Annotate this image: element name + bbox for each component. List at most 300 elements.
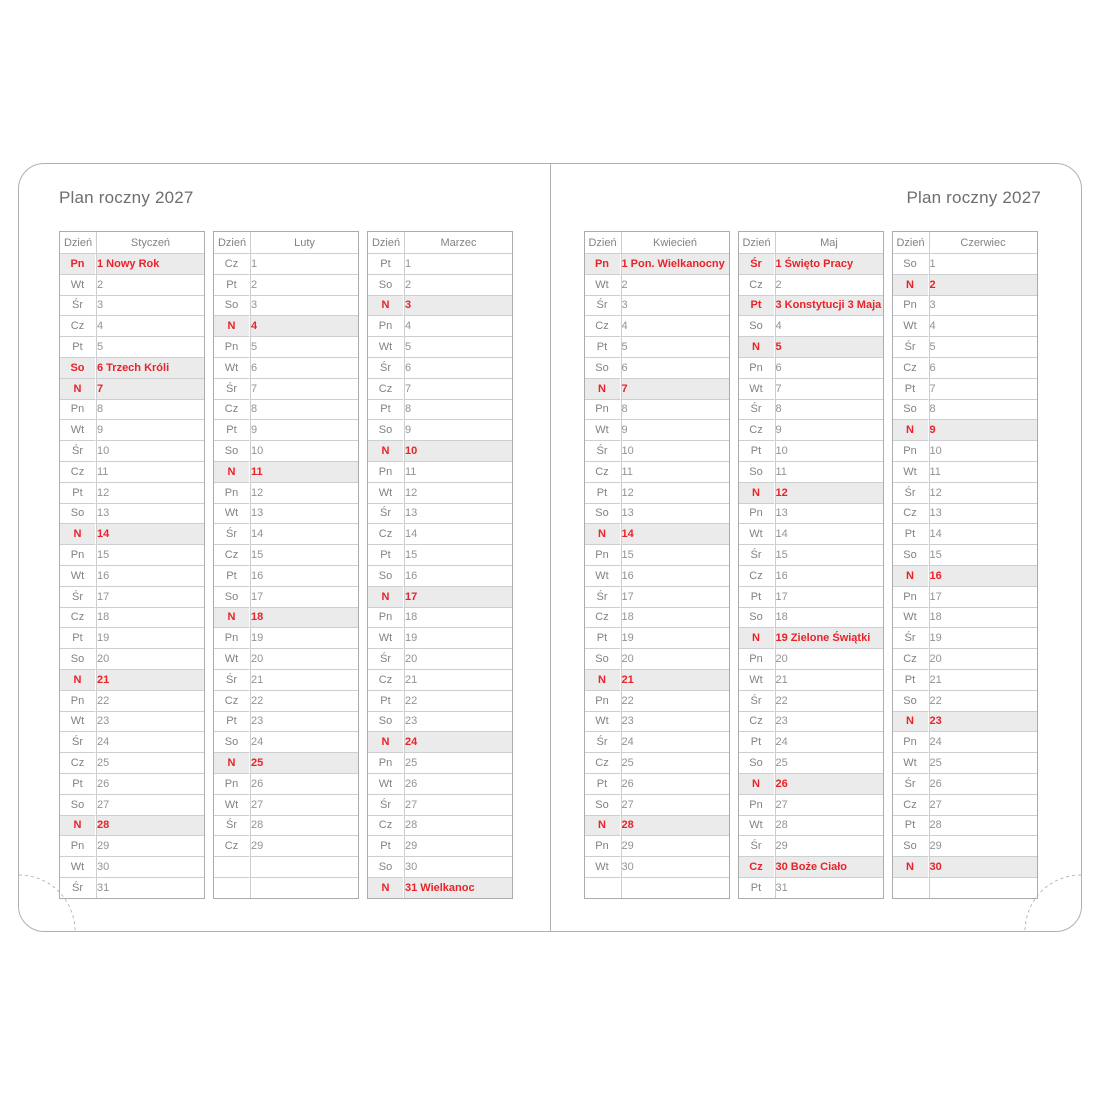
day-number-cell: 30	[404, 857, 512, 878]
day-row	[60, 504, 204, 525]
day-row	[585, 524, 729, 545]
day-of-week-cell: Pt	[368, 691, 404, 712]
day-of-week-cell: N	[368, 878, 404, 898]
day-row	[893, 732, 1037, 753]
day-row	[60, 816, 204, 837]
day-of-week-cell: Pn	[214, 483, 250, 504]
day-row	[739, 524, 883, 545]
day-of-week-cell: Cz	[893, 649, 929, 670]
planner-spread	[18, 163, 1082, 932]
day-of-week-cell: Wt	[214, 795, 250, 816]
day-row	[739, 753, 883, 774]
day-row	[739, 587, 883, 608]
day-of-week-cell: N	[893, 857, 929, 878]
day-of-week-cell: Śr	[739, 691, 775, 712]
day-row	[585, 691, 729, 712]
day-of-week-cell: So	[739, 753, 775, 774]
day-of-week-cell: Pn	[60, 691, 96, 712]
day-row	[214, 732, 358, 753]
day-number-cell: 20	[621, 649, 729, 670]
day-number-cell: 25	[929, 753, 1037, 774]
day-of-week-cell: Cz	[214, 254, 250, 275]
day-of-week-cell: Cz	[585, 753, 621, 774]
day-row	[368, 670, 512, 691]
day-row	[60, 608, 204, 629]
day-row	[368, 483, 512, 504]
day-number-cell: 14	[775, 524, 883, 545]
day-number-cell: 9	[621, 420, 729, 441]
day-row	[60, 878, 204, 898]
month-table	[59, 231, 205, 899]
day-of-week-cell: Śr	[739, 254, 775, 275]
month-header-row	[60, 232, 204, 254]
day-of-week-cell: Pn	[893, 296, 929, 317]
day-of-week-cell: N	[739, 628, 775, 649]
day-number-cell	[621, 878, 729, 898]
day-of-week-cell: Pt	[893, 524, 929, 545]
day-row	[739, 441, 883, 462]
day-number-cell: 18	[621, 608, 729, 629]
day-number-cell: 15	[775, 545, 883, 566]
day-number-cell: 23	[250, 712, 358, 733]
day-number-cell: 26	[621, 774, 729, 795]
day-row	[893, 774, 1037, 795]
month-name-header: Marzec	[404, 232, 512, 254]
day-row	[60, 379, 204, 400]
day-of-week-cell: Pt	[214, 566, 250, 587]
day-of-week-cell: Pt	[585, 483, 621, 504]
day-of-week-cell: So	[893, 545, 929, 566]
day-number-cell: 11	[96, 462, 204, 483]
day-of-week-cell: Wt	[893, 316, 929, 337]
day-of-week-cell: N	[585, 670, 621, 691]
day-of-week-cell	[214, 878, 250, 898]
day-row	[739, 504, 883, 525]
day-number-cell: 18	[929, 608, 1037, 629]
day-number-cell: 10	[929, 441, 1037, 462]
day-of-week-cell: N	[585, 816, 621, 837]
day-row	[214, 857, 358, 878]
day-row	[368, 795, 512, 816]
day-row	[585, 836, 729, 857]
day-number-cell: 8	[775, 400, 883, 421]
day-number-cell: 2	[96, 275, 204, 296]
day-number-cell: 14	[621, 524, 729, 545]
day-row	[368, 608, 512, 629]
day-row	[893, 420, 1037, 441]
day-row	[893, 296, 1037, 317]
day-of-week-cell: Pt	[368, 545, 404, 566]
day-row	[739, 712, 883, 733]
day-row	[585, 732, 729, 753]
day-number-cell: 28	[775, 816, 883, 837]
day-of-week-cell: So	[368, 275, 404, 296]
day-row	[60, 420, 204, 441]
day-number-cell: 9	[929, 420, 1037, 441]
day-number-cell: 28	[404, 816, 512, 837]
day-row	[739, 379, 883, 400]
day-row	[214, 628, 358, 649]
day-row	[739, 649, 883, 670]
day-of-week-cell: Cz	[585, 608, 621, 629]
page-title-left: Plan roczny 2027	[59, 188, 194, 207]
day-row	[214, 712, 358, 733]
day-of-week-cell: N	[60, 524, 96, 545]
day-of-week-cell: Śr	[893, 337, 929, 358]
day-of-week-cell: Cz	[739, 712, 775, 733]
day-number-cell: 9	[96, 420, 204, 441]
day-of-week-cell: Wt	[368, 628, 404, 649]
day-of-week-cell: So	[893, 254, 929, 275]
day-of-week-cell: Pn	[60, 254, 96, 275]
day-of-week-cell: So	[368, 857, 404, 878]
day-number-cell: 22	[929, 691, 1037, 712]
day-row	[585, 628, 729, 649]
day-of-week-cell: Śr	[368, 795, 404, 816]
day-row	[893, 524, 1037, 545]
day-row	[739, 836, 883, 857]
page-left	[18, 163, 551, 932]
day-number-cell: 17	[250, 587, 358, 608]
day-number-cell: 8	[250, 400, 358, 421]
day-number-cell: 22	[96, 691, 204, 712]
day-number-cell: 16	[96, 566, 204, 587]
day-row	[585, 753, 729, 774]
day-row	[739, 795, 883, 816]
day-of-week-cell: Pt	[60, 774, 96, 795]
day-number-cell: 25	[96, 753, 204, 774]
day-number-cell: 12	[404, 483, 512, 504]
day-of-week-cell: Śr	[739, 545, 775, 566]
day-number-cell: 21	[404, 670, 512, 691]
day-row	[368, 275, 512, 296]
day-row	[739, 691, 883, 712]
day-of-week-cell: Pt	[585, 628, 621, 649]
day-of-week-cell: Pn	[893, 441, 929, 462]
day-of-week-cell: Pn	[893, 732, 929, 753]
day-number-cell	[250, 878, 358, 898]
day-of-week-cell: Pt	[368, 254, 404, 275]
day-row	[893, 483, 1037, 504]
day-row	[214, 462, 358, 483]
month-header-row	[893, 232, 1037, 254]
day-of-week-cell: So	[214, 441, 250, 462]
day-number-cell: 20	[404, 649, 512, 670]
day-row	[893, 816, 1037, 837]
day-number-cell: 1 Nowy Rok	[96, 254, 204, 275]
day-row	[368, 337, 512, 358]
day-of-week-cell: Wt	[739, 670, 775, 691]
day-number-cell: 4	[775, 316, 883, 337]
day-number-cell: 12	[96, 483, 204, 504]
day-row	[60, 795, 204, 816]
day-number-cell: 7	[621, 379, 729, 400]
day-row	[739, 732, 883, 753]
day-of-week-cell: Śr	[893, 774, 929, 795]
day-of-week-cell: Cz	[739, 566, 775, 587]
day-row	[585, 670, 729, 691]
day-number-cell: 19	[404, 628, 512, 649]
day-row	[214, 483, 358, 504]
day-row	[585, 400, 729, 421]
day-number-cell: 23	[404, 712, 512, 733]
day-number-cell: 4	[929, 316, 1037, 337]
day-of-week-cell: Cz	[585, 316, 621, 337]
day-of-week-cell: N	[60, 379, 96, 400]
day-row	[60, 524, 204, 545]
day-number-cell: 25	[250, 753, 358, 774]
day-number-cell: 20	[250, 649, 358, 670]
day-row	[214, 836, 358, 857]
day-row	[60, 316, 204, 337]
month-name-header: Czerwiec	[929, 232, 1037, 254]
day-row	[739, 566, 883, 587]
month-name-header: Styczeń	[96, 232, 204, 254]
months-left	[59, 231, 513, 899]
day-of-week-cell: N	[368, 441, 404, 462]
day-of-week-cell: So	[60, 649, 96, 670]
day-row	[60, 566, 204, 587]
day-number-cell: 28	[929, 816, 1037, 837]
day-row	[368, 296, 512, 317]
day-row	[893, 441, 1037, 462]
day-row	[893, 566, 1037, 587]
day-number-cell: 10	[250, 441, 358, 462]
day-of-week-cell: Pn	[585, 545, 621, 566]
day-of-week-cell: So	[893, 400, 929, 421]
day-of-week-cell: Wt	[893, 753, 929, 774]
months-right	[584, 231, 1038, 899]
day-row	[214, 649, 358, 670]
day-of-week-cell: Pn	[60, 400, 96, 421]
day-of-week-cell: Śr	[214, 524, 250, 545]
day-number-cell: 5	[929, 337, 1037, 358]
day-row	[368, 316, 512, 337]
day-number-cell: 13	[250, 504, 358, 525]
day-row	[739, 337, 883, 358]
day-row	[60, 400, 204, 421]
page-title-right: Plan roczny 2027	[906, 188, 1041, 207]
day-of-week-cell: Wt	[60, 566, 96, 587]
day-of-week-cell: Śr	[585, 587, 621, 608]
day-of-week-cell: Cz	[214, 691, 250, 712]
day-row	[214, 608, 358, 629]
day-of-week-cell: Cz	[214, 400, 250, 421]
day-of-week-cell: Śr	[585, 732, 621, 753]
month-header-row	[214, 232, 358, 254]
day-row	[214, 420, 358, 441]
day-number-cell: 30 Boże Ciało	[775, 857, 883, 878]
day-number-cell: 14	[96, 524, 204, 545]
day-row	[368, 712, 512, 733]
day-number-cell: 6	[250, 358, 358, 379]
day-of-week-cell: Cz	[739, 275, 775, 296]
day-of-week-cell: Śr	[739, 836, 775, 857]
day-number-cell: 17	[929, 587, 1037, 608]
day-number-cell: 17	[404, 587, 512, 608]
day-number-cell: 3	[621, 296, 729, 317]
day-of-week-cell: N	[893, 566, 929, 587]
day-of-week-cell: So	[368, 712, 404, 733]
day-of-week-cell: So	[60, 504, 96, 525]
month-name-header: Luty	[250, 232, 358, 254]
day-row	[368, 379, 512, 400]
day-row	[368, 857, 512, 878]
day-of-week-cell: N	[893, 275, 929, 296]
day-row	[214, 691, 358, 712]
day-of-week-cell: Pt	[893, 670, 929, 691]
day-column-header: Dzień	[585, 232, 621, 254]
day-number-cell: 6	[404, 358, 512, 379]
day-of-week-cell: N	[585, 524, 621, 545]
day-number-cell: 22	[775, 691, 883, 712]
day-of-week-cell: Śr	[60, 878, 96, 898]
day-number-cell: 6	[775, 358, 883, 379]
day-column-header: Dzień	[893, 232, 929, 254]
day-row	[60, 358, 204, 379]
day-of-week-cell	[214, 857, 250, 878]
day-of-week-cell: Pt	[60, 628, 96, 649]
day-row	[368, 441, 512, 462]
day-of-week-cell: Śr	[60, 296, 96, 317]
day-row	[60, 296, 204, 317]
day-number-cell: 27	[621, 795, 729, 816]
day-number-cell: 2	[929, 275, 1037, 296]
day-of-week-cell: So	[585, 649, 621, 670]
day-row	[893, 254, 1037, 275]
day-number-cell: 5	[621, 337, 729, 358]
day-number-cell: 17	[775, 587, 883, 608]
day-row	[214, 337, 358, 358]
day-row	[60, 337, 204, 358]
day-row	[60, 774, 204, 795]
day-number-cell: 17	[621, 587, 729, 608]
day-row	[585, 296, 729, 317]
day-number-cell: 1 Pon. Wielkanocny	[621, 254, 729, 275]
day-row	[893, 628, 1037, 649]
day-of-week-cell: Pt	[585, 774, 621, 795]
day-of-week-cell: So	[893, 836, 929, 857]
day-of-week-cell: Wt	[739, 816, 775, 837]
day-of-week-cell: Pt	[739, 587, 775, 608]
day-row	[368, 545, 512, 566]
day-of-week-cell: Pn	[368, 608, 404, 629]
day-row	[60, 649, 204, 670]
day-number-cell: 21	[929, 670, 1037, 691]
day-of-week-cell: Pn	[214, 774, 250, 795]
day-number-cell: 13	[929, 504, 1037, 525]
day-of-week-cell: Cz	[893, 504, 929, 525]
day-number-cell: 18	[250, 608, 358, 629]
day-number-cell: 13	[621, 504, 729, 525]
day-row	[60, 670, 204, 691]
day-row	[739, 857, 883, 878]
day-number-cell: 5	[404, 337, 512, 358]
day-row	[585, 649, 729, 670]
day-of-week-cell: Pn	[739, 795, 775, 816]
day-row	[214, 296, 358, 317]
day-row	[368, 732, 512, 753]
day-of-week-cell: Wt	[60, 420, 96, 441]
day-number-cell: 16	[250, 566, 358, 587]
day-number-cell: 6	[929, 358, 1037, 379]
day-of-week-cell	[585, 878, 621, 898]
day-number-cell: 3	[404, 296, 512, 317]
day-row	[585, 316, 729, 337]
day-row	[214, 545, 358, 566]
day-number-cell: 1	[250, 254, 358, 275]
day-number-cell: 7	[775, 379, 883, 400]
day-number-cell: 16	[404, 566, 512, 587]
day-of-week-cell: Pn	[585, 691, 621, 712]
day-number-cell: 29	[96, 836, 204, 857]
day-number-cell: 4	[404, 316, 512, 337]
day-number-cell: 16	[775, 566, 883, 587]
day-row	[214, 441, 358, 462]
day-number-cell: 11	[250, 462, 358, 483]
day-number-cell: 27	[775, 795, 883, 816]
day-of-week-cell: Pn	[585, 400, 621, 421]
day-number-cell: 13	[775, 504, 883, 525]
day-row	[585, 587, 729, 608]
day-row	[585, 337, 729, 358]
day-row	[60, 441, 204, 462]
day-number-cell: 7	[96, 379, 204, 400]
day-of-week-cell: Cz	[893, 358, 929, 379]
day-number-cell: 23	[775, 712, 883, 733]
day-number-cell: 15	[621, 545, 729, 566]
day-number-cell: 19	[250, 628, 358, 649]
day-row	[214, 816, 358, 837]
day-number-cell: 22	[621, 691, 729, 712]
month-table	[367, 231, 513, 899]
day-number-cell: 24	[929, 732, 1037, 753]
day-column-header: Dzień	[368, 232, 404, 254]
day-row	[893, 836, 1037, 857]
day-of-week-cell: Pt	[585, 337, 621, 358]
day-number-cell: 25	[404, 753, 512, 774]
day-of-week-cell: So	[739, 608, 775, 629]
day-number-cell: 4	[96, 316, 204, 337]
day-of-week-cell: Pn	[585, 836, 621, 857]
day-row	[60, 691, 204, 712]
day-of-week-cell: Pn	[214, 628, 250, 649]
day-row	[368, 420, 512, 441]
day-number-cell: 13	[96, 504, 204, 525]
day-of-week-cell: Cz	[368, 524, 404, 545]
day-number-cell: 18	[96, 608, 204, 629]
day-row	[739, 670, 883, 691]
day-of-week-cell: Cz	[739, 857, 775, 878]
day-number-cell: 3	[250, 296, 358, 317]
day-row	[893, 275, 1037, 296]
day-number-cell: 30	[96, 857, 204, 878]
day-column-header: Dzień	[60, 232, 96, 254]
month-table	[892, 231, 1038, 899]
day-number-cell: 29	[404, 836, 512, 857]
day-of-week-cell: Wt	[585, 712, 621, 733]
day-row	[214, 795, 358, 816]
day-row	[893, 712, 1037, 733]
day-row	[893, 795, 1037, 816]
day-number-cell: 1 Święto Pracy	[775, 254, 883, 275]
day-number-cell: 31	[775, 878, 883, 898]
day-row	[214, 774, 358, 795]
day-number-cell: 9	[404, 420, 512, 441]
day-of-week-cell: So	[368, 566, 404, 587]
day-number-cell: 7	[250, 379, 358, 400]
day-of-week-cell: Pn	[585, 254, 621, 275]
